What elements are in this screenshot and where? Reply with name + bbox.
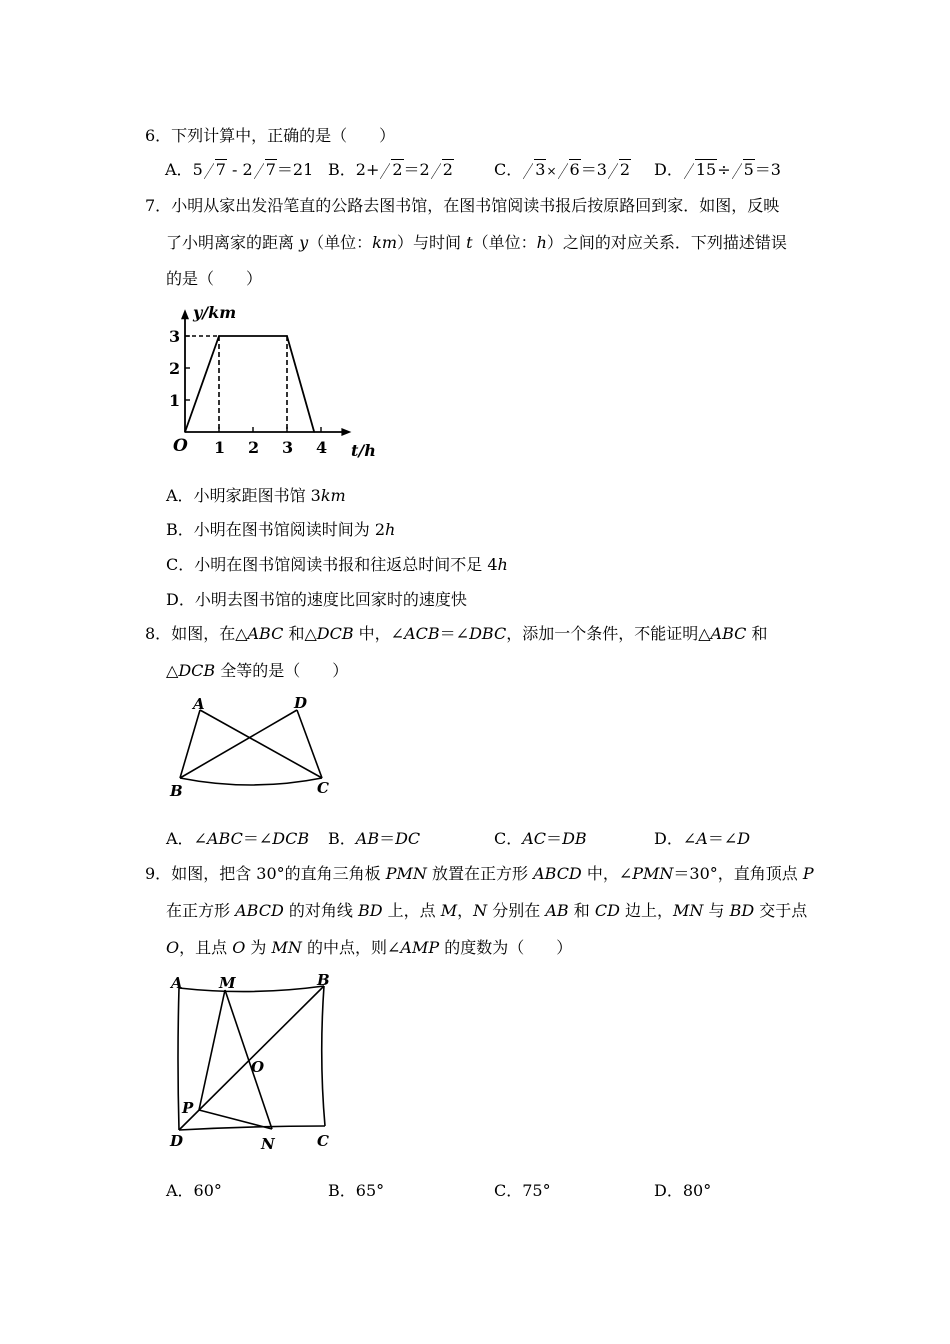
sqrt-symbol: [732, 160, 755, 180]
q9-line1: [145, 864, 814, 884]
q7-line3: 的是（ ）: [166, 269, 263, 288]
q7-option-b: [166, 520, 395, 540]
radicand: 2: [619, 160, 631, 179]
side-ab: [179, 986, 324, 992]
data-point: [184, 431, 186, 433]
var: AC: [522, 829, 547, 848]
text: 放置在正方形: [426, 864, 534, 883]
vertex-label: A: [171, 974, 183, 992]
text: ＝: [379, 829, 396, 848]
var: BD: [357, 901, 383, 920]
sqrt-symbol: [204, 160, 227, 180]
segment-bc: [180, 778, 322, 785]
q6a-mid: - 2: [226, 160, 253, 179]
var: ABC: [247, 624, 284, 643]
option-label: C．: [494, 829, 523, 848]
text: 边上，: [619, 901, 674, 920]
var: BD: [729, 901, 755, 920]
var: O: [166, 938, 180, 957]
text: ，: [457, 901, 474, 920]
text: （单位：: [308, 233, 373, 252]
var: CD: [594, 901, 620, 920]
option-label: C．: [166, 555, 195, 574]
unit: h: [497, 555, 508, 574]
q7-distance-time-graph: [165, 298, 385, 468]
option-label: D．: [166, 590, 195, 609]
radicand: 3: [535, 160, 546, 179]
var: N: [473, 901, 488, 920]
text: 和△: [283, 624, 317, 643]
option-label: B．: [328, 160, 356, 179]
text: ，且点: [179, 938, 233, 957]
q8-option-d: [654, 829, 750, 849]
var: DCB: [178, 661, 216, 680]
q9-square-figure: [165, 968, 345, 1160]
var: PMN: [632, 864, 674, 883]
text: ＝30°，直角顶点: [673, 864, 803, 883]
var: DB: [562, 829, 587, 848]
vertex-label: B: [170, 782, 183, 800]
option-label: D．: [654, 160, 683, 179]
var: AB: [355, 829, 380, 848]
text: 在正方形: [166, 901, 236, 920]
option-text: 小明在图书馆阅读时间为 2: [193, 520, 386, 539]
segment-mn: [225, 990, 272, 1129]
q8-line1: [145, 624, 767, 644]
var: AMP: [400, 938, 440, 957]
unit: km: [320, 486, 346, 505]
q6c-mid: ×: [546, 164, 557, 178]
text: ＝∠: [242, 829, 273, 848]
q6a-pre: 5: [192, 160, 203, 179]
q8-option-b: [328, 829, 420, 849]
sqrt-symbol: [523, 160, 546, 180]
segment-ac: [200, 710, 322, 778]
q7-option-d: [166, 590, 467, 610]
segment-mp: [199, 990, 225, 1110]
text: 上，点: [382, 901, 441, 920]
q8-line2: [166, 661, 348, 681]
text: ＝∠: [707, 829, 738, 848]
var: DC: [395, 829, 421, 848]
radicand: 7: [215, 160, 226, 179]
y-axis-arrow: [181, 309, 189, 319]
option-label: A．: [165, 160, 193, 179]
option-label: D．: [654, 829, 683, 848]
text: ∠: [682, 829, 697, 848]
text: 的度数为（ ）: [439, 938, 573, 957]
data-point: [218, 335, 220, 337]
radicand: 15: [695, 160, 717, 179]
var: ACB: [404, 624, 440, 643]
data-point: [286, 335, 288, 337]
y-axis-label: y/km: [193, 303, 237, 322]
radicand: 5: [743, 160, 754, 179]
vertex-label: C: [317, 1132, 329, 1150]
var: P: [802, 864, 814, 883]
var: MN: [673, 901, 704, 920]
text: 的中点，则∠: [301, 938, 401, 957]
graph-group: [169, 309, 351, 457]
q7-number: 7．: [145, 196, 172, 215]
vertex-label: D: [294, 694, 308, 712]
var: A: [696, 829, 708, 848]
text: 全等的是（ ）: [215, 661, 349, 680]
vertex-label: M: [219, 974, 236, 992]
q6-option-b: [328, 160, 454, 180]
side-bc: [322, 986, 325, 1126]
x-tick-label: 4: [316, 438, 328, 457]
q9-option-c: C．75°: [494, 1181, 551, 1200]
text: 分别在: [487, 901, 546, 920]
text: ）之间的对应关系．下列描述错误: [546, 233, 787, 252]
q6-option-c: [494, 160, 631, 181]
unit: h: [385, 520, 396, 539]
var: AB: [545, 901, 569, 920]
q8-triangles-figure: [165, 692, 345, 804]
text: 中，∠: [581, 864, 633, 883]
var: t: [466, 233, 473, 252]
q7-line2: [166, 233, 787, 253]
text: 如图，把含 30°的直角三角板: [171, 864, 386, 883]
segment-dc: [297, 710, 322, 778]
option-label: C．: [494, 160, 523, 179]
y-tick-label: 2: [169, 359, 181, 378]
sqrt-symbol: [431, 160, 454, 180]
text: 了小明离家的距离: [166, 233, 300, 252]
distance-series-line: [185, 336, 314, 432]
option-label: A．: [166, 829, 194, 848]
q7-text1: 小明从家出发沿笔直的公路去图书馆，在图书馆阅读书报后按原路回到家．如图，反映: [171, 196, 780, 215]
var: ABCD: [533, 864, 582, 883]
q7-option-c: [166, 555, 508, 575]
var: km: [372, 233, 398, 252]
q6d-mid: ÷: [717, 160, 731, 179]
sqrt-symbol: [380, 160, 403, 180]
var: y: [299, 233, 309, 252]
vertex-label: D: [170, 1132, 184, 1150]
q6a-post: ＝21: [276, 160, 314, 179]
text: 为: [245, 938, 272, 957]
text: ＝∠: [439, 624, 470, 643]
text: △: [166, 661, 179, 680]
var: MN: [271, 938, 302, 957]
vertex-label: O: [251, 1058, 265, 1076]
side-dc: [179, 1126, 325, 1130]
sqrt-symbol: [608, 160, 631, 180]
q6-option-a: [165, 160, 313, 180]
q9-line3: [166, 938, 572, 958]
option-label: A．: [166, 486, 194, 505]
q7-option-a: [166, 486, 346, 506]
option-text: 小明在图书馆阅读书报和往返总时间不足 4: [194, 555, 498, 574]
option-label: B．: [166, 520, 194, 539]
origin-label: O: [173, 436, 188, 456]
q9-line2: [166, 901, 807, 921]
text: ＝: [546, 829, 563, 848]
text: 交于点: [754, 901, 808, 920]
q8-option-c: [494, 829, 587, 849]
q9-option-a: A．60°: [166, 1181, 222, 1200]
x-tick-label: 2: [248, 438, 260, 457]
var: ABC: [710, 624, 747, 643]
q7-line1: [145, 196, 779, 216]
var: DCB: [272, 829, 310, 848]
q6b-mid: ＝2: [403, 160, 430, 179]
var: DCB: [316, 624, 354, 643]
text: 和: [746, 624, 768, 643]
var: ABCD: [235, 901, 284, 920]
q6c-mid2: ＝3: [580, 160, 607, 179]
option-text: 小明去图书馆的速度比回家时的速度快: [194, 590, 467, 609]
y-tick-label: 3: [169, 327, 181, 346]
text: 的对角线: [283, 901, 358, 920]
sqrt-symbol: [684, 160, 717, 180]
q9-option-d: D．80°: [654, 1181, 712, 1200]
x-tick-label: 3: [282, 438, 294, 457]
vertex-label: N: [261, 1135, 275, 1153]
vertex-label: B: [317, 971, 330, 989]
data-point: [313, 431, 315, 433]
var: ABC: [206, 829, 243, 848]
text: （单位：: [472, 233, 537, 252]
text: ，添加一个条件，不能证明△: [506, 624, 711, 643]
radicand: 6: [569, 160, 580, 179]
q9-option-b: B．65°: [328, 1181, 385, 1200]
sqrt-symbol: [254, 160, 277, 180]
q6-option-d: [654, 160, 781, 180]
figure-lines: [180, 710, 322, 785]
vertex-label: A: [193, 695, 205, 713]
segment-pn: [199, 1110, 272, 1129]
q8-option-a: [166, 829, 309, 849]
option-text: 小明家距图书馆 3: [193, 486, 321, 505]
x-tick-label: 1: [214, 438, 226, 457]
var: PMN: [385, 864, 427, 883]
var: DBC: [469, 624, 507, 643]
text: ∠: [193, 829, 207, 848]
text: 与: [703, 901, 730, 920]
q6-stem: 6．下列计算中，正确的是（ ）: [145, 126, 396, 145]
var: D: [737, 829, 751, 848]
y-tick-label: 1: [169, 391, 181, 410]
vertex-label: C: [317, 779, 329, 797]
q8-number: 8．: [145, 624, 172, 643]
radicand: 2: [392, 160, 403, 179]
side-ad: [178, 988, 179, 1130]
radicand: 7: [265, 160, 276, 179]
radicand: 2: [442, 160, 453, 179]
q6b-pre: 2+: [355, 160, 380, 179]
x-axis-arrow: [341, 428, 351, 436]
var: O: [232, 938, 246, 957]
x-axis-label: t/h: [351, 441, 376, 460]
vertex-label: P: [182, 1099, 194, 1117]
q9-number: 9．: [145, 864, 172, 883]
option-label: B．: [328, 829, 356, 848]
q6d-post: ＝3: [754, 160, 781, 179]
var: M: [440, 901, 458, 920]
text: ）与时间: [397, 233, 467, 252]
text: 中，∠: [353, 624, 405, 643]
sqrt-symbol: [558, 160, 581, 180]
var: h: [536, 233, 547, 252]
text: 和: [568, 901, 595, 920]
text: 如图，在△: [171, 624, 248, 643]
